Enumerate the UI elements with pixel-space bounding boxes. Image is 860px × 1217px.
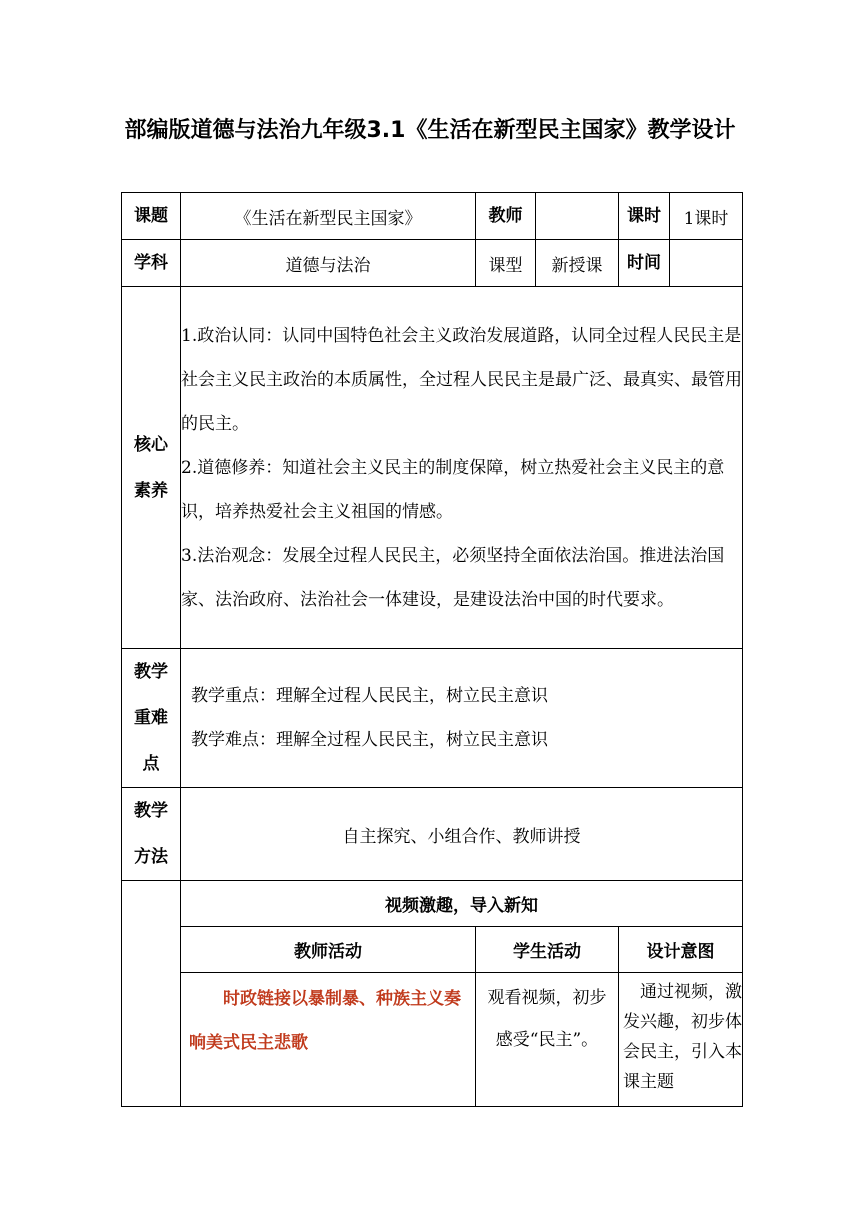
row-process-headers <box>122 927 743 973</box>
key-content <box>181 649 743 788</box>
subject-value: 道德与法治 <box>181 240 476 287</box>
core-content <box>181 287 743 649</box>
core-item: 1.政治认同：认同中国特色社会主义政治发展道路，认同全过程人民民主是社会主义民主政治的本质属性，全过程人民民主是最广泛、最真实、最管用的民主。 <box>181 325 742 434</box>
hours-label: 课时 <box>619 193 670 240</box>
difficulty-text: 教学难点：理解全过程人民民主，树立民主意识 <box>191 730 548 750</box>
student-activity: 观看视频，初步感受“民主”。 <box>487 988 607 1050</box>
core-label: 核心素养 <box>122 287 181 649</box>
document-title: 部编版道德与法治九年级3.1《生活在新型民主国家》教学设计 <box>124 118 736 143</box>
time-value <box>670 240 743 287</box>
row-subject <box>122 240 743 287</box>
header-student-activity: 学生活动 <box>476 927 619 973</box>
row-core-literacy <box>122 287 743 649</box>
design-intent: 通过视频，激发兴趣，初步体会民主，引入本课主题 <box>623 982 742 1092</box>
type-label: 课型 <box>476 240 536 287</box>
teacher-activity: 时政链接以暴制暴、种族主义奏响美式民主悲歌 <box>189 989 461 1053</box>
focus-text: 教学重点：理解全过程人民民主，树立民主意识 <box>191 686 548 706</box>
header-design-intent: 设计意图 <box>619 927 743 973</box>
row-key-points <box>122 649 743 788</box>
section-title: 视频激趣，导入新知 <box>181 881 743 927</box>
row-process-content <box>122 973 743 1107</box>
time-label: 时间 <box>619 240 670 287</box>
header-teacher-activity: 教师活动 <box>181 927 476 973</box>
core-item: 3.法治观念：发展全过程人民民主，必须坚持全面依法治国。推进法治国家、法治政府、法治社会一体建设，是建设法治中国的时代要求。 <box>181 545 725 610</box>
subject-label: 学科 <box>122 240 181 287</box>
teacher-label: 教师 <box>476 193 536 240</box>
type-value: 新授课 <box>536 240 619 287</box>
student-activity-cell <box>476 973 619 1107</box>
method-value: 自主探究、小组合作、教师讲授 <box>181 788 743 881</box>
process-blank-cell <box>122 881 181 1107</box>
key-label: 教学重难点 <box>122 649 181 788</box>
core-item: 2.道德修养：知道社会主义民主的制度保障，树立热爱社会主义民主的意识，培养热爱社会主义祖国的情感。 <box>181 457 725 522</box>
row-section <box>122 881 743 927</box>
teacher-value <box>536 193 619 240</box>
row-method <box>122 788 743 881</box>
design-intent-cell <box>619 973 743 1107</box>
lesson-plan-table <box>121 192 743 1107</box>
topic-label: 课题 <box>122 193 181 240</box>
hours-value: 1课时 <box>670 193 743 240</box>
method-label: 教学方法 <box>122 788 181 881</box>
row-topic <box>122 193 743 240</box>
teacher-activity-cell <box>181 973 476 1107</box>
topic-value: 《生活在新型民主国家》 <box>181 193 476 240</box>
